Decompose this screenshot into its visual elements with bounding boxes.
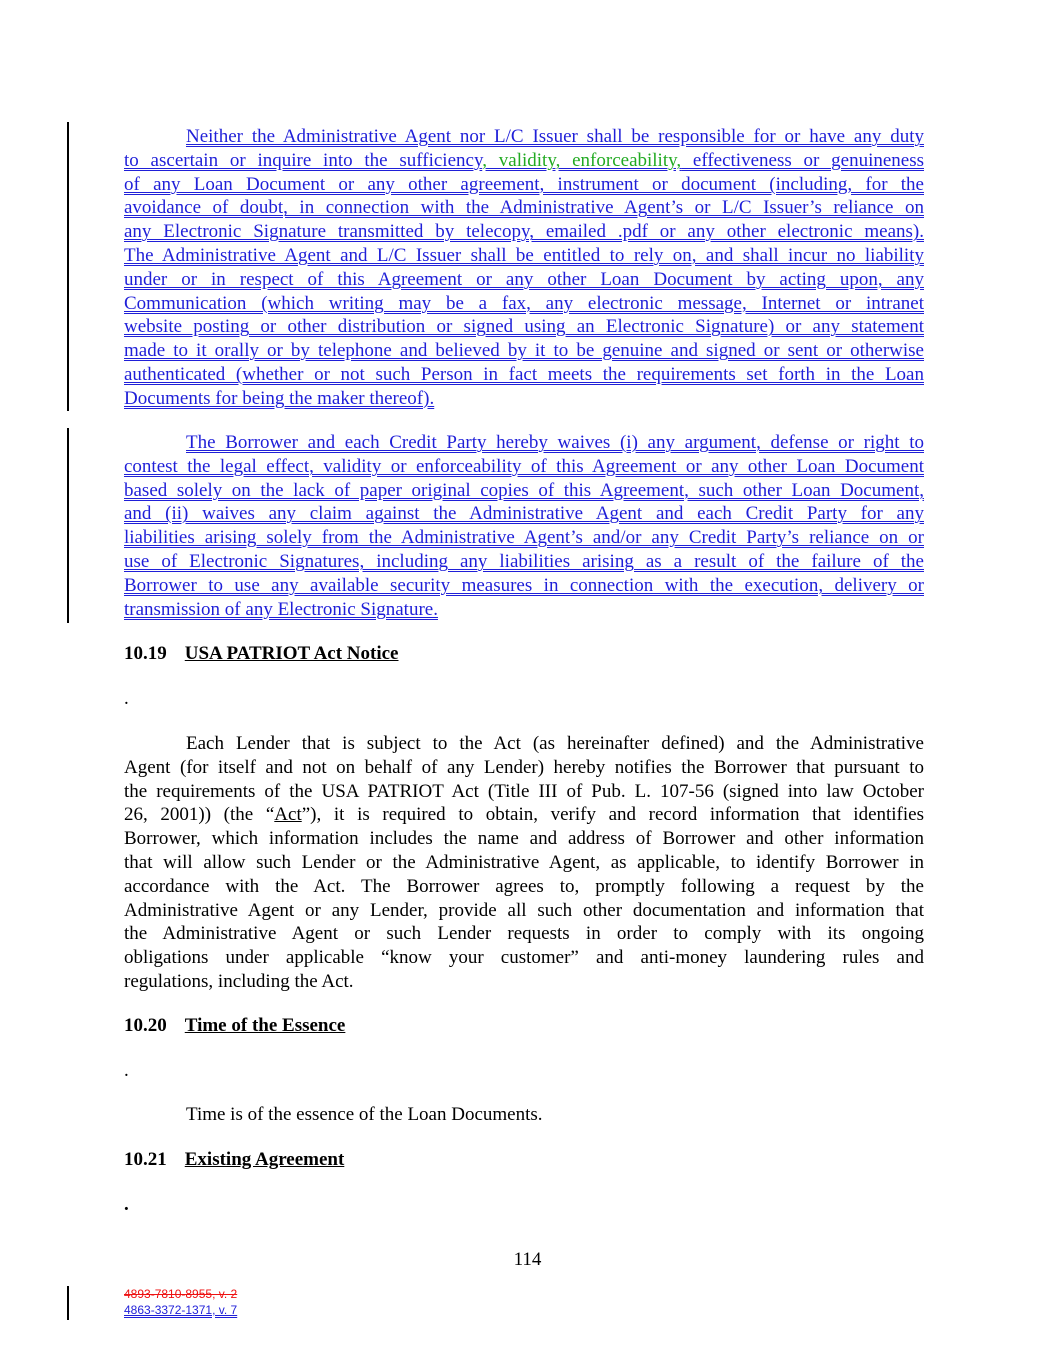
text-segment: under or in respect of this Agreement or any other Loan Document by acting upon, any [124, 268, 924, 290]
section-heading-10-20 [124, 1015, 345, 1037]
text-line: use of Electronic Signatures, including any liabilities arising as a result of the failure of the [124, 550, 924, 572]
text-line: The Borrower and each Credit Party hereby waives (i) any argument, defense or right to [186, 432, 924, 453]
text-line: obligations under applicable “know your customer” and anti-money laundering rules and [124, 947, 924, 969]
text-line: that will allow such Lender or the Administrative Agent, as applicable, to identify Borrower in [124, 851, 924, 873]
text-segment: to ascertain or inquire into the sufficiency [124, 149, 483, 171]
text-segment: made to it orally or by telephone and believed by it to be genuine and signed or sent or otherwise [124, 340, 924, 362]
change-bar [67, 428, 69, 623]
text-line [124, 339, 924, 363]
text-line: the requirements of the USA PATRIOT Act (Title III of Pub. L. 107-56 (signed into law October [124, 780, 924, 802]
text-line: transmission of any Electronic Signature. [124, 598, 438, 620]
paragraph-borrower-waiver [124, 431, 924, 621]
text-segment: avoidance of doubt, in connection with the Administrative Agent’s or L/C Issuer’s reliance on [124, 197, 924, 219]
paragraph-patriot-act [124, 732, 924, 994]
text-segment: website posting or other distribution or signed using an Electronic Signature) or any statement [124, 316, 924, 338]
footer-inserted-docid: 4863-3372-1371, v. 7 [124, 1303, 238, 1317]
text-line [124, 244, 924, 268]
text-line [124, 196, 924, 220]
section-heading-10-19 [124, 643, 399, 665]
text-line [124, 220, 924, 244]
section-title: USA PATRIOT Act Notice [184, 643, 399, 664]
section-title: Time of the Essence [184, 1015, 346, 1036]
section-dot: . [124, 688, 129, 709]
text-line [124, 315, 924, 339]
text-line: and (ii) waives any claim against the Administrative Agent and each Credit Party for any [124, 503, 924, 525]
section-number: 10.20 [124, 1015, 167, 1036]
text-segment: 26, 2001)) (the “ [124, 804, 275, 826]
text-line: contest the legal effect, validity or enforceability of this Agreement or any other Loan Document [124, 455, 924, 477]
text-line [124, 125, 924, 149]
section-heading-10-21 [124, 1149, 344, 1171]
text-line: Administrative Agent or any Lender, provide all such other documentation and information that [124, 899, 924, 921]
paragraph-time-essence: Time is of the essence of the Loan Documents. [186, 1104, 543, 1125]
text-line: liabilities arising solely from the Administrative Agent’s and/or any Credit Party’s reliance on or [124, 527, 924, 549]
change-bar [67, 122, 69, 411]
text-segment: effectiveness or genuineness [681, 149, 924, 171]
section-title: Existing Agreement [184, 1149, 345, 1170]
text-segment: ”), it is required to obtain, verify and record information that identifies [301, 804, 924, 826]
text-line [124, 292, 924, 316]
text-line: Borrower to use any available security measures in connection with the execution, delivery or [124, 574, 924, 596]
text-line: accordance with the Act. The Borrower agrees to, promptly following a request by the [124, 875, 924, 897]
document-footer [124, 1286, 237, 1318]
text-line [124, 363, 924, 387]
text-segment: any Electronic Signature transmitted by telecopy, emailed .pdf or any other electronic means). [124, 221, 924, 243]
section-dot: . [124, 1060, 129, 1081]
text-segment: Neither the Administrative Agent nor L/C Issuer shall be responsible for or have any duty [186, 126, 924, 147]
section-dot: . [124, 1194, 129, 1215]
text-segment: Communication (which writing may be a fax, any electronic message, Internet or intranet [124, 292, 924, 314]
text-line [124, 149, 924, 173]
text-segment: , validity, enforceability, [482, 149, 682, 171]
text-segment: Act [274, 804, 302, 826]
change-bar [67, 1286, 69, 1320]
text-line [124, 387, 924, 411]
text-segment: authenticated (whether or not such Person in fact meets the requirements set forth in the Loan [124, 363, 924, 385]
text-line: Agent (for itself and not on behalf of any Lender) hereby notifies the Borrower that pursuant to [124, 756, 924, 778]
text-line [124, 173, 924, 197]
text-line: the Administrative Agent or such Lender requests in order to comply with its ongoing [124, 923, 924, 945]
section-number: 10.21 [124, 1149, 167, 1170]
text-line [124, 268, 924, 292]
text-line: regulations, including the Act. [124, 970, 354, 992]
text-segment: The Administrative Agent and L/C Issuer shall be entitled to rely on, and shall incur no liability [124, 244, 924, 266]
paragraph-electronic-signature-liability [124, 125, 924, 411]
text-line: Each Lender that is subject to the Act (as hereinafter defined) and the Administrative [186, 733, 924, 754]
section-number: 10.19 [124, 643, 167, 664]
text-line [124, 803, 924, 827]
footer-deleted-docid: 4893-7810-8955, v. 2 [124, 1287, 238, 1301]
text-segment: Documents for being the maker thereof). [124, 387, 435, 409]
text-line: based solely on the lack of paper original copies of this Agreement, such other Loan Document, [124, 479, 924, 501]
text-line: Borrower, which information includes the name and address of Borrower and other information [124, 828, 924, 850]
page-number: 114 [513, 1249, 542, 1270]
text-segment: of any Loan Document or any other agreement, instrument or document (including, for the [124, 173, 924, 195]
